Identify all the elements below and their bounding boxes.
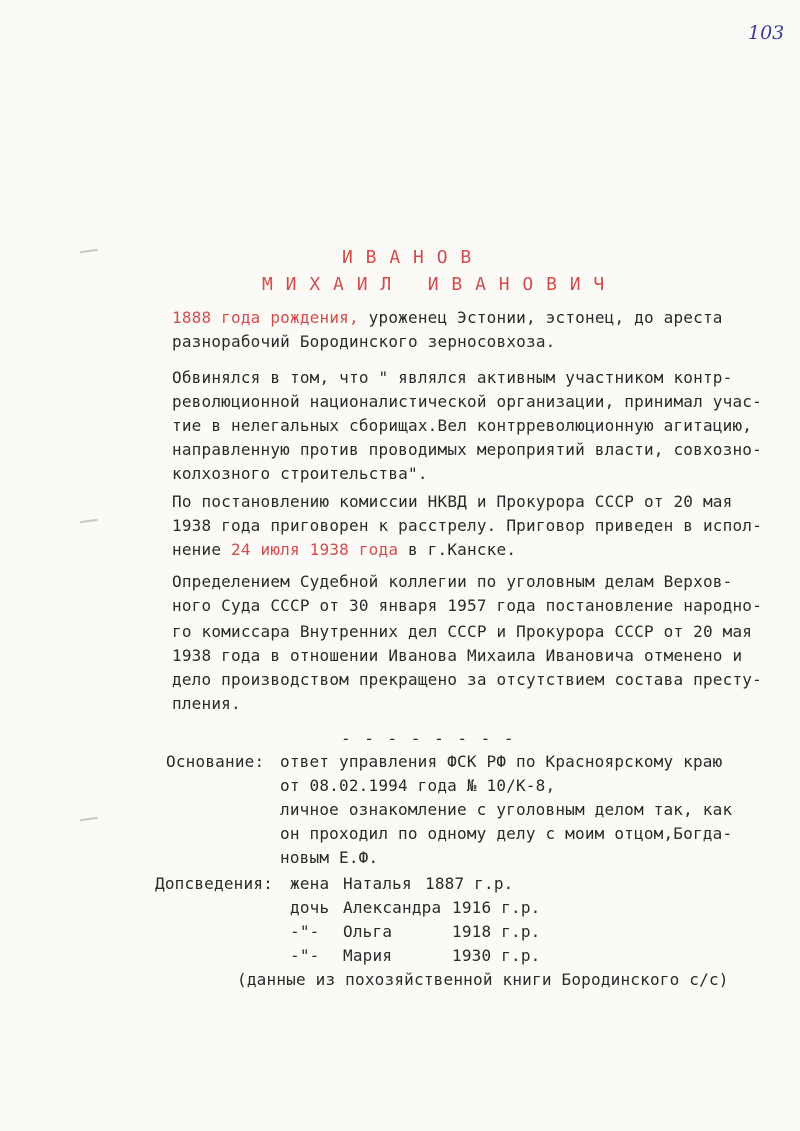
surname-heading: И В А Н О В	[342, 247, 473, 268]
name-heading: М И Х А И Л И В А Н О В И Ч	[262, 274, 606, 295]
sentence-line-2: 1938 года приговорен к расстрелу. Приговор приведен в испол-	[172, 516, 762, 535]
bio-line-1-rest: уроженец Эстонии, эстонец, до ареста	[358, 308, 723, 327]
rehab-line: пления.	[172, 694, 241, 713]
family-relation: -"-	[290, 922, 320, 941]
basis-line: ответ управления ФСК РФ по Красноярскому краю	[280, 752, 723, 771]
birth-year: 1888 года рождения,	[172, 308, 359, 327]
page-number: 103	[748, 22, 785, 44]
family-relation: дочь	[290, 898, 330, 917]
execution-date: 24 июля 1938 года	[231, 540, 399, 559]
rehab-line: Определением Судебной коллегии по уголовным делам Верхов-	[172, 572, 733, 591]
charge-line: Обвинялся в том, что " являлся активным участником контр-	[172, 368, 733, 387]
sentence-line-1: По постановлению комиссии НКВД и Прокурора СССР от 20 мая	[172, 492, 733, 511]
margin-mark	[80, 249, 98, 253]
family-year: 1930 г.р.	[452, 946, 541, 965]
basis-line: от 08.02.1994 года № 10/К-8,	[280, 776, 556, 795]
charge-line: тие в нелегальных сборищах.Вел контрреволюционную агитацию,	[172, 416, 753, 435]
bio-line-2: разнорабочий Бородинского зерносовхоза.	[172, 332, 556, 351]
rehab-line: 1938 года в отношении Иванова Михаила Ивановича отменено и	[172, 646, 743, 665]
charge-line: направленную против проводимых мероприятий власти, совхозно-	[172, 440, 762, 459]
family-relation: жена	[290, 874, 330, 893]
family-name: Наталья	[343, 874, 412, 893]
basis-label: Основание:	[166, 752, 265, 771]
family-name: Ольга	[343, 922, 393, 941]
rehab-line: ного Суда СССР от 30 января 1957 года постановление народно-	[172, 596, 762, 615]
basis-line: личное ознакомление с уголовным делом так, как	[280, 800, 733, 819]
family-year: 1918 г.р.	[452, 922, 541, 941]
family-relation: -"-	[290, 946, 320, 965]
family-year: 1887 г.р.	[425, 874, 514, 893]
sentence-line-3-start: нение	[172, 540, 231, 559]
family-name: Мария	[343, 946, 393, 965]
rehab-line: дело производством прекращено за отсутствием состава престу-	[172, 670, 762, 689]
family-year: 1916 г.р.	[452, 898, 541, 917]
charge-line: колхозного строительства".	[172, 464, 428, 483]
basis-line: новым Е.Ф.	[280, 848, 379, 867]
source-note: (данные из похозяйственной книги Бородинского с/с)	[237, 970, 729, 989]
margin-mark	[80, 817, 98, 821]
bio-line-1	[172, 306, 723, 330]
margin-mark	[80, 519, 98, 523]
family-name: Александра	[343, 898, 442, 917]
charge-line: революционной националистической организации, принимал учас-	[172, 392, 762, 411]
rehab-line: го комиссара Внутренних дел СССР и Прокурора СССР от 20 мая	[172, 622, 753, 641]
sentence-line-3	[172, 538, 516, 562]
sentence-line-3-end: в г.Канске.	[398, 540, 517, 559]
separator: - - - - - - - -	[341, 729, 516, 748]
additional-label: Допсведения:	[155, 874, 273, 893]
basis-line: он проходил по одному делу с моим отцом,Богда-	[280, 824, 733, 843]
